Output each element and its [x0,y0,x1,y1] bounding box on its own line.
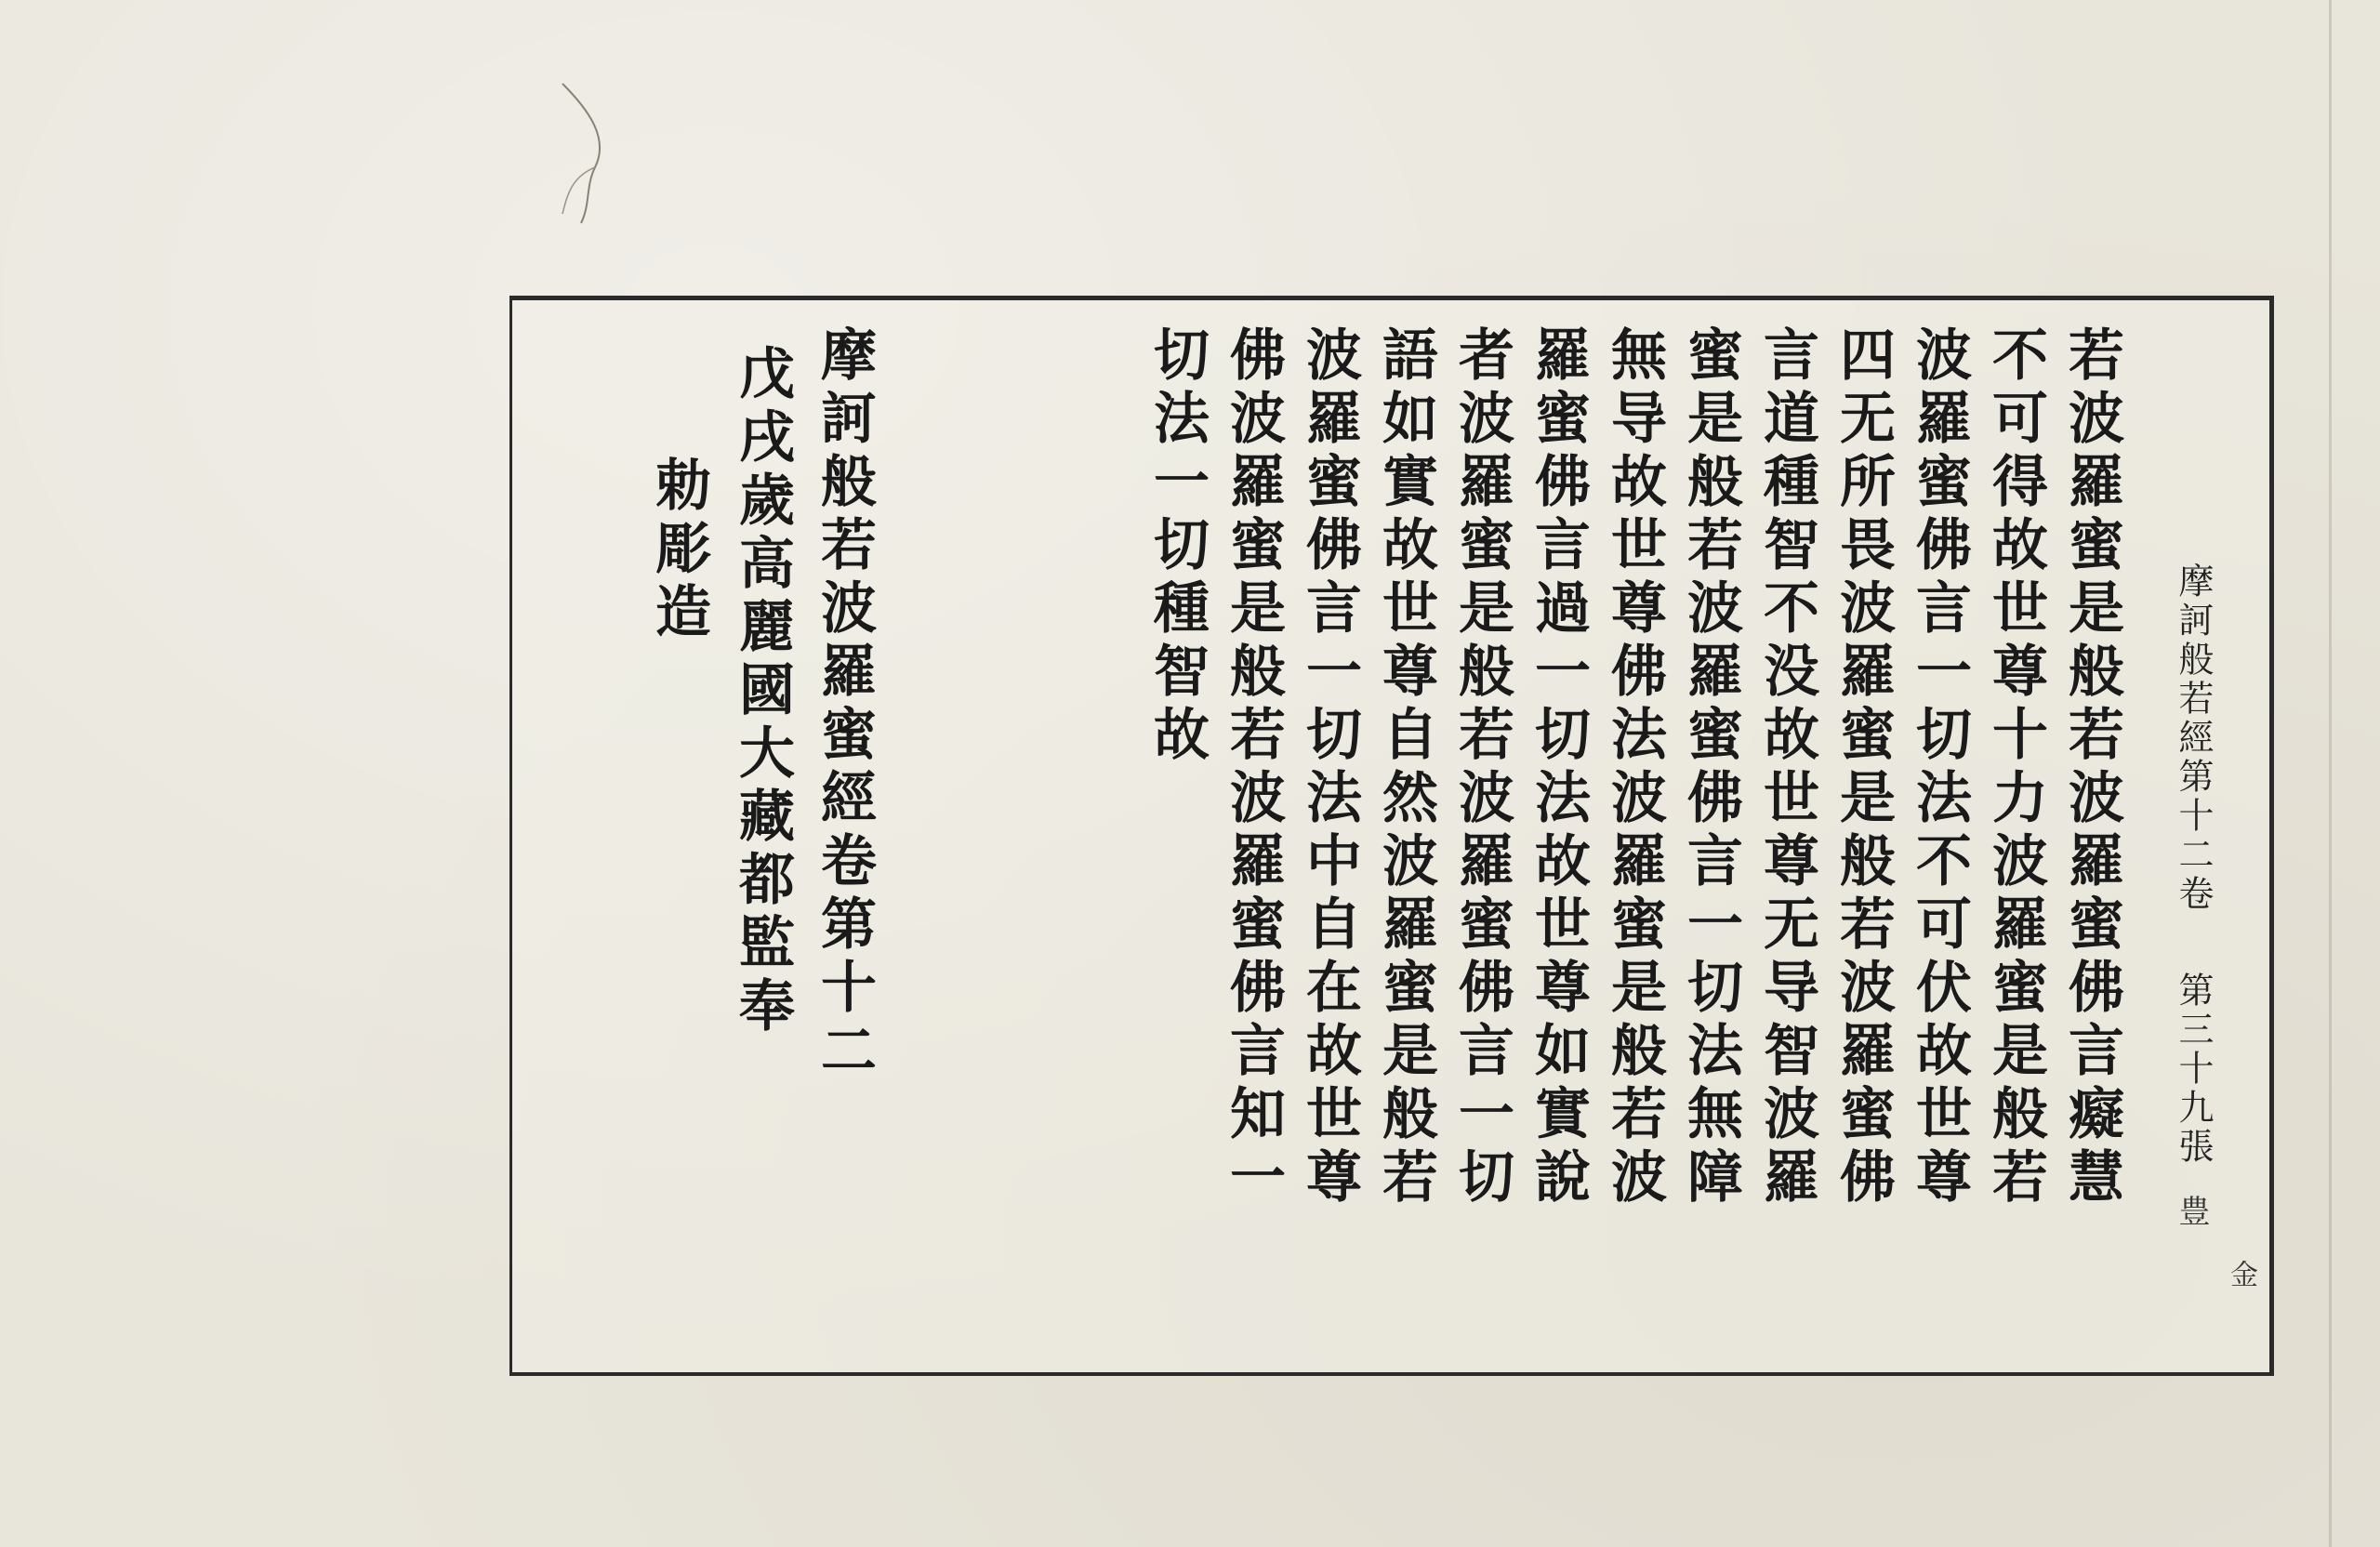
text-column-3: 波羅蜜佛言一切法不可伏故世尊 [1907,325,1972,1210]
colophon-title: 摩訶般若波羅蜜經卷第十二 [812,325,877,1084]
text-column-1: 若波羅蜜是般若波羅蜜佛言癡慧 [2059,325,2124,1210]
text-column-6: 蜜是般若波羅蜜佛言一切法無障 [1678,325,1743,1210]
text-column-2: 不可得故世尊十力波羅蜜是般若 [1983,325,2048,1210]
text-column-9: 者波羅蜜是般若波羅蜜佛言一切 [1449,325,1514,1210]
text-column-7: 無导故世尊佛法波羅蜜是般若波 [1602,325,1667,1210]
colophon-order: 勅彫造 [646,456,711,645]
page-fold-line [2329,0,2332,1547]
engraver-mark: 金 [2225,1260,2257,1288]
text-column-12: 佛波羅蜜是般若波羅蜜佛言知一 [1221,325,1286,1210]
text-column-13: 切法一切種智故 [1144,325,1210,768]
text-column-8: 羅蜜佛言過一切法故世尊如實說 [1526,325,1591,1210]
text-column-5: 言道種智不没故世尊无导智波羅 [1754,325,1819,1210]
page-mark: 豊 [2173,1195,2210,1226]
text-column-11: 波羅蜜佛言一切法中自在故世尊 [1297,325,1362,1210]
text-column-4: 四无所畏波羅蜜是般若波羅蜜佛 [1831,325,1896,1210]
margin-title: 摩訶般若經第十二卷 [2173,562,2214,914]
text-block [521,325,2268,1357]
text-column-10: 語如實故世尊自然波羅蜜是般若 [1373,325,1438,1210]
colophon-date: 戊戌歲高麗國大藏都監奉 [730,344,795,1039]
page-number: 第三十九張 [2173,972,2214,1167]
paper-fiber-mark [544,74,628,232]
